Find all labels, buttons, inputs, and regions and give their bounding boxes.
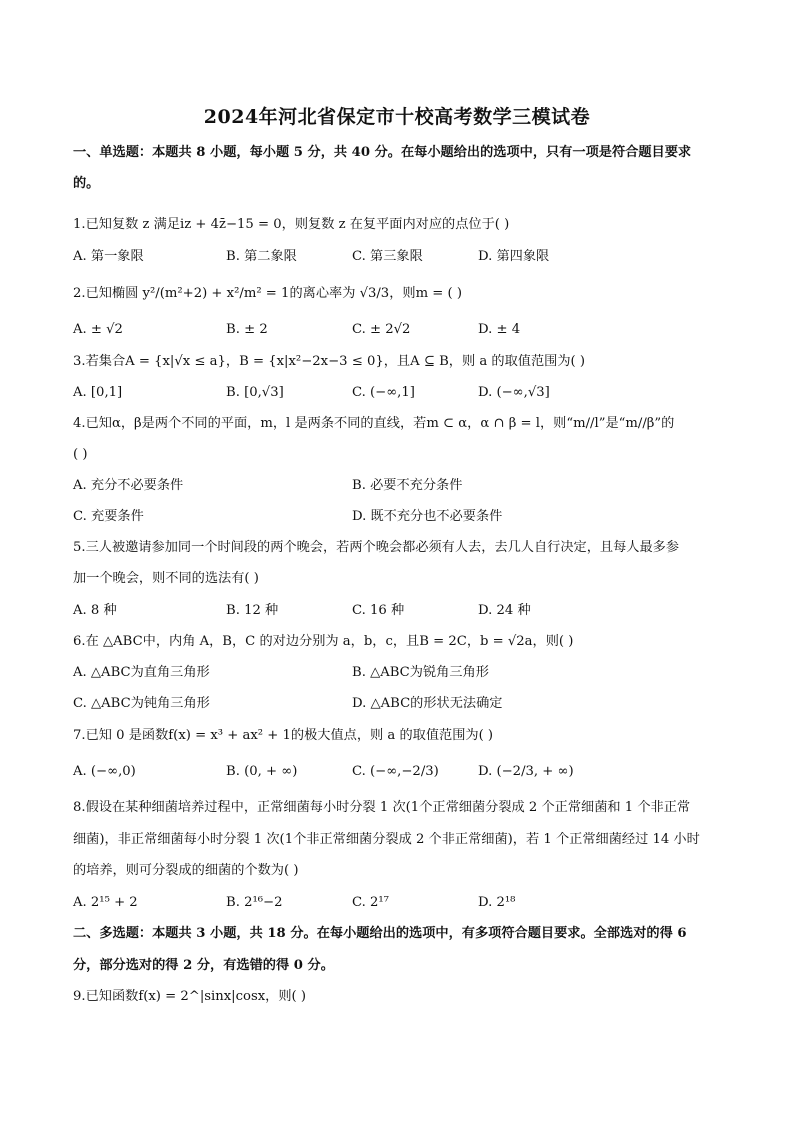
section-2-header-line-2: 分，部分选对的得 2 分，有选错的得 0 分。 (73, 958, 334, 973)
question-4-options-row-2 (73, 507, 733, 527)
question-5-stem-line-1: 5.三人被邀请参加同一个时间段的两个晚会，若两个晚会都必须有人去，去几人自行决定，且每人最多参 (73, 540, 680, 555)
question-5-option-c[interactable]: C. 16 种 (352, 603, 405, 618)
question-4-option-b[interactable]: B. 必要不充分条件 (352, 478, 463, 493)
question-5-option-b[interactable]: B. 12 种 (226, 603, 279, 618)
question-7-option-d[interactable]: D. (−2/3, + ∞) (478, 764, 574, 779)
question-4-options-row-1 (73, 476, 733, 496)
question-1-option-b[interactable]: B. 第二象限 (226, 249, 297, 264)
question-5-option-a[interactable]: A. 8 种 (73, 603, 117, 618)
question-8-option-c[interactable]: C. 2¹⁷ (352, 895, 389, 910)
question-1-stem: 1.已知复数 z 满足iz + 4z̄−15 = 0，则复数 z 在复平面内对应的点位于( ) (73, 217, 510, 232)
question-6-options-row-2 (73, 694, 733, 714)
question-6-option-a[interactable]: A. △ABC为直角三角形 (73, 665, 210, 680)
question-8-stem-line-2: 细菌)，非正常细菌每小时分裂 1 次(1个非正常细菌分裂成 2 个非正常细菌)，若 1 个正常细菌经过 14 小时 (73, 832, 700, 847)
section-2-header-line-1: 二、多选题：本题共 3 小题，共 18 分。在每小题给出的选项中，有多项符合题目要求。全部选对的得 6 (73, 926, 687, 941)
question-5-option-d[interactable]: D. 24 种 (478, 603, 531, 618)
question-3-option-d[interactable]: D. (−∞,√3] (478, 385, 550, 400)
question-8-stem-line-1: 8.假设在某种细菌培养过程中，正常细菌每小时分裂 1 次(1个正常细菌分裂成 2 个正常细菌和 1 个非正常 (73, 800, 691, 815)
question-6-option-b[interactable]: B. △ABC为锐角三角形 (352, 665, 489, 680)
question-8-option-a[interactable]: A. 2¹⁵ + 2 (73, 895, 138, 910)
question-3-option-c[interactable]: C. (−∞,1] (352, 385, 415, 400)
exam-title: 2024年河北省保定市十校高考数学三模试卷 (203, 106, 591, 128)
question-6-option-c[interactable]: C. △ABC为钝角三角形 (73, 696, 210, 711)
question-8-option-b[interactable]: B. 2¹⁶−2 (226, 895, 283, 910)
question-9-stem: 9.已知函数f(x) = 2^|sinx|cosx，则( ) (73, 989, 307, 1004)
question-7-options (73, 762, 733, 782)
question-2-options (73, 320, 733, 340)
question-1-option-a[interactable]: A. 第一象限 (73, 249, 144, 264)
question-8-options (73, 893, 733, 913)
question-3-option-b[interactable]: B. [0,√3] (226, 385, 284, 400)
question-3-stem: 3.若集合A = {x|√x ≤ a}，B = {x|x²−2x−3 ≤ 0}，且A ⊆ B，则 a 的取值范围为( ) (73, 354, 585, 369)
question-1-options (73, 247, 733, 267)
question-5-stem-line-2: 加一个晚会，则不同的选法有( ) (73, 571, 259, 586)
question-7-option-a[interactable]: A. (−∞,0) (73, 764, 136, 779)
question-2-stem: 2.已知椭圆 y²/(m²+2) + x²/m² = 1的离心率为 √3/3，则m = ( ) (73, 286, 462, 301)
question-2-option-c[interactable]: C. ± 2√2 (352, 322, 411, 337)
question-7-option-b[interactable]: B. (0, + ∞) (226, 764, 298, 779)
question-5-options (73, 601, 733, 621)
section-1-header-line-1: 一、单选题：本题共 8 小题，每小题 5 分，共 40 分。在每小题给出的选项中，只有一项是符合题目要求 (73, 145, 692, 160)
question-2-option-b[interactable]: B. ± 2 (226, 322, 268, 337)
question-4-option-d[interactable]: D. 既不充分也不必要条件 (352, 509, 503, 524)
question-6-option-d[interactable]: D. △ABC的形状无法确定 (352, 696, 503, 711)
question-3-options (73, 383, 733, 403)
question-2-option-a[interactable]: A. ± √2 (73, 322, 123, 337)
question-8-option-d[interactable]: D. 2¹⁸ (478, 895, 516, 910)
question-1-option-d[interactable]: D. 第四象限 (478, 249, 550, 264)
question-7-option-c[interactable]: C. (−∞,−2/3) (352, 764, 439, 779)
question-3-option-a[interactable]: A. [0,1] (73, 385, 123, 400)
question-4-stem-line-2: ( ) (73, 447, 88, 462)
question-4-stem-line-1: 4.已知α，β是两个不同的平面，m，l 是两条不同的直线，若m ⊂ α，α ∩ β = l，则“m//l”是“m//β”的 (73, 416, 675, 431)
question-8-stem-line-3: 的培养，则可分裂成的细菌的个数为( ) (73, 863, 299, 878)
question-7-stem: 7.已知 0 是函数f(x) = x³ + ax² + 1的极大值点，则 a 的取值范围为( ) (73, 728, 494, 743)
question-6-options-row-1 (73, 663, 733, 683)
question-4-option-a[interactable]: A. 充分不必要条件 (73, 478, 184, 493)
section-1-header-line-2: 的。 (73, 176, 100, 191)
question-4-option-c[interactable]: C. 充要条件 (73, 509, 144, 524)
question-2-option-d[interactable]: D. ± 4 (478, 322, 521, 337)
question-1-option-c[interactable]: C. 第三象限 (352, 249, 423, 264)
question-6-stem: 6.在 △ABC中，内角 A，B，C 的对边分别为 a，b，c，且B = 2C，b = √2a，则( ) (73, 634, 574, 649)
